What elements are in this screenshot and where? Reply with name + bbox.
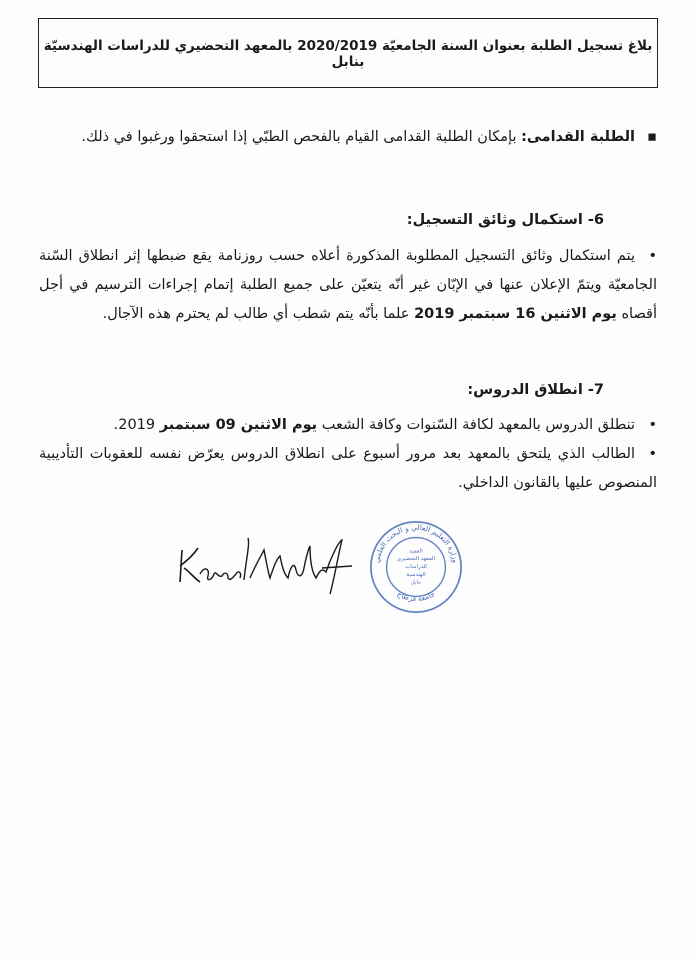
bullet: • (648, 248, 657, 264)
section-7-start-date: يوم الاثنين 09 سبتمبر (159, 417, 318, 433)
section-7-heading: 7- انطلاق الدروس: (467, 382, 604, 398)
stamp-center-line: الهندسية (406, 571, 426, 578)
official-stamp (367, 518, 465, 616)
section-7-item-1-before: تنطلق الدروس بالمعهد لكافة السّنوات وكافة الشعب (321, 417, 635, 433)
stamp-center-line: المعهد التحضيري (396, 556, 436, 563)
handwritten-signature (170, 520, 360, 600)
section-7-item-1 (39, 411, 657, 440)
section-6-paragraph (39, 242, 657, 329)
section-6-deadline: يوم الاثنين 16 سبتمبر 2019 (414, 306, 617, 322)
old-students-paragraph (39, 122, 657, 153)
section-7-item-2-text: الطالب الذي يلتحق بالمعهد بعد مرور أسبوع على انطلاق الدروس يعرّض نفسه للعقوبات التأديبية المنصوص عليها بالقانون الداخلي. (39, 446, 657, 491)
stamp-bottom-text: جامعة قرطاج (395, 589, 437, 604)
old-students-label: الطلبة القدامى: (521, 129, 635, 145)
stamp-center-line: العميد (409, 548, 423, 555)
stamp-ring-text: وزارة التعليم العالي و البحث العلمي (371, 522, 461, 564)
stamp-center-line: للدراسات (405, 563, 427, 570)
section-6-heading: 6- استكمال وثائق التسجيل: (406, 212, 604, 228)
stamp-center-line: بنابل (410, 579, 422, 586)
section-6-text-before: يتم استكمال وثائق التسجيل المطلوبة المذكورة أعلاه حسب روزنامة يقع ضبطها إثر انطلاق السّنة الجامعيّة ويتمّ الإعلان عنها في الإبّان غير أنّه يتعيّن على جميع الطلبة إتمام إجراءات الترسيم في أجل أقصاه (39, 248, 657, 322)
section-7-item-1-after: 2019. (113, 417, 156, 433)
bullet: • (648, 417, 657, 433)
section-6-text-after: علما بأنّه يتم شطب أي طالب لم يحترم هذه الآجال. (102, 306, 410, 322)
bullet: ▪ (647, 129, 657, 145)
page-title: بلاغ تسجيل الطلبة بعنوان السنة الجامعيّة 2020/2019 بالمعهد التحضيري للدراسات الهندسيّة بنابل (43, 38, 653, 70)
old-students-text: بإمكان الطلبة القدامى القيام بالفحص الطبّي إذا استحقوا ورغبوا في ذلك. (81, 129, 517, 145)
section-7-item-2 (39, 440, 657, 498)
svg-text:جامعة قرطاج (396, 589, 437, 603)
bullet: • (648, 446, 657, 462)
